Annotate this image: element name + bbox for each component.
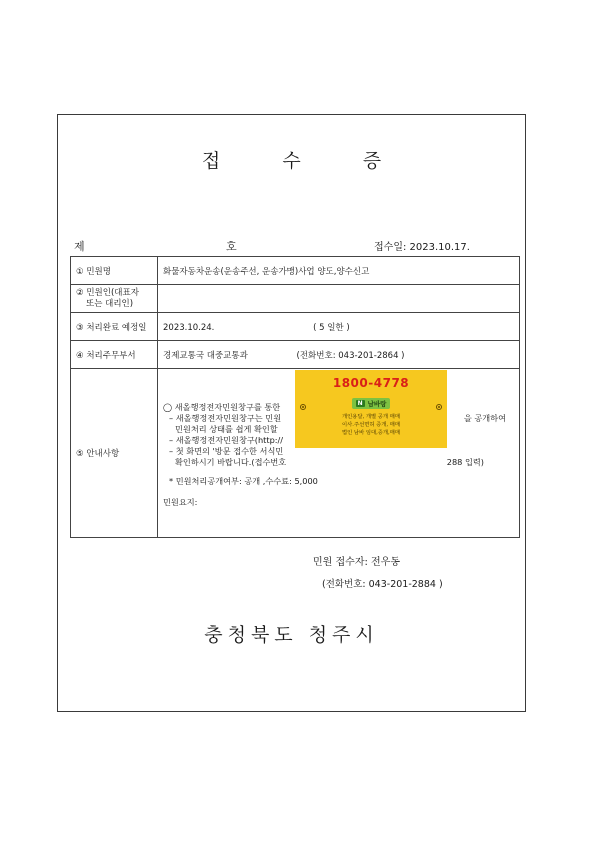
petitioner-label xyxy=(71,285,158,313)
received-date: 접수일: 2023.10.17. xyxy=(374,242,470,253)
table-row xyxy=(71,257,520,285)
due-date-label: ③ 처리완료 예정일 xyxy=(71,313,158,341)
guide-line: – 첫 화면의 '방문 접수한 서식민 xyxy=(169,446,284,456)
petitioner-value xyxy=(158,285,520,313)
receiver-phone: (전화번호: 043-201-2884 ) xyxy=(322,579,443,590)
guide-line-tail: 을 공개하여 xyxy=(463,413,506,423)
ad-sticker xyxy=(295,370,447,448)
department-cell xyxy=(158,341,520,369)
table-row xyxy=(71,341,520,369)
fee-info: * 민원처리공개여부: 공개 ,수수료: 5,000 xyxy=(169,476,318,486)
target-icon xyxy=(436,404,442,410)
number-prefix: 제 xyxy=(74,240,85,253)
petitioner-label-line1: ② 민원인(대표자 xyxy=(76,287,139,298)
guide-line: – 새올행정전자민원창구(http:// xyxy=(169,435,284,445)
petitioner-label-line2: 또는 대리인) xyxy=(86,298,134,309)
department-phone: (전화번호: 043-201-2864 ) xyxy=(296,350,405,361)
issuer-city: 충청북도 청주시 xyxy=(204,624,379,646)
ad-brand-name: 남바랑 xyxy=(367,400,387,408)
ad-line: 이사.주선면허 증개, 매매 xyxy=(342,422,400,428)
petition-name-value: 화물자동차운송(운송주선, 운송가맹)사업 양도,양수신고 xyxy=(158,257,520,285)
due-date-cell xyxy=(158,313,520,341)
page-title: 접 수 증 xyxy=(201,150,410,172)
table-row xyxy=(71,285,520,313)
due-days: ( 5 일한 ) xyxy=(313,322,350,333)
guide-line: 민원처리 상태를 쉽게 확인할 xyxy=(175,424,278,434)
brand-logo-icon: N xyxy=(357,400,363,407)
due-date-value: 2023.10.24. xyxy=(163,322,215,333)
guide-label: ⑤ 안내사항 xyxy=(71,369,158,538)
ad-brand xyxy=(352,398,391,409)
ad-phone: 1800-4778 xyxy=(332,376,410,390)
department-label: ④ 처리주무부서 xyxy=(71,341,158,369)
target-icon xyxy=(300,404,306,410)
receiver-name: 민원 접수자: 전우동 xyxy=(313,557,401,568)
number-suffix: 호 xyxy=(226,240,237,253)
guide-line xyxy=(163,457,514,468)
ad-text xyxy=(295,413,447,437)
petition-summary-label: 민원요지: xyxy=(163,497,198,507)
department-value: 경제교통국 대중교통과 xyxy=(163,350,248,361)
petition-name-label: ① 민원명 xyxy=(71,257,158,285)
guide-line-head: 확인하시기 바랍니다.(접수번호 xyxy=(175,457,287,467)
ad-line: 법인 남바 임대,증개,매매 xyxy=(342,430,400,436)
guide-line-head: – 새올행정전자민원창구는 민원 xyxy=(169,413,282,423)
guide-line: ◯ 새올행정전자민원창구를 통한 xyxy=(163,402,281,412)
guide-line-tail: 288 입력) xyxy=(446,457,484,467)
table-row xyxy=(71,313,520,341)
ad-line: 개인용달, 개별 공개 매매 xyxy=(342,414,400,420)
